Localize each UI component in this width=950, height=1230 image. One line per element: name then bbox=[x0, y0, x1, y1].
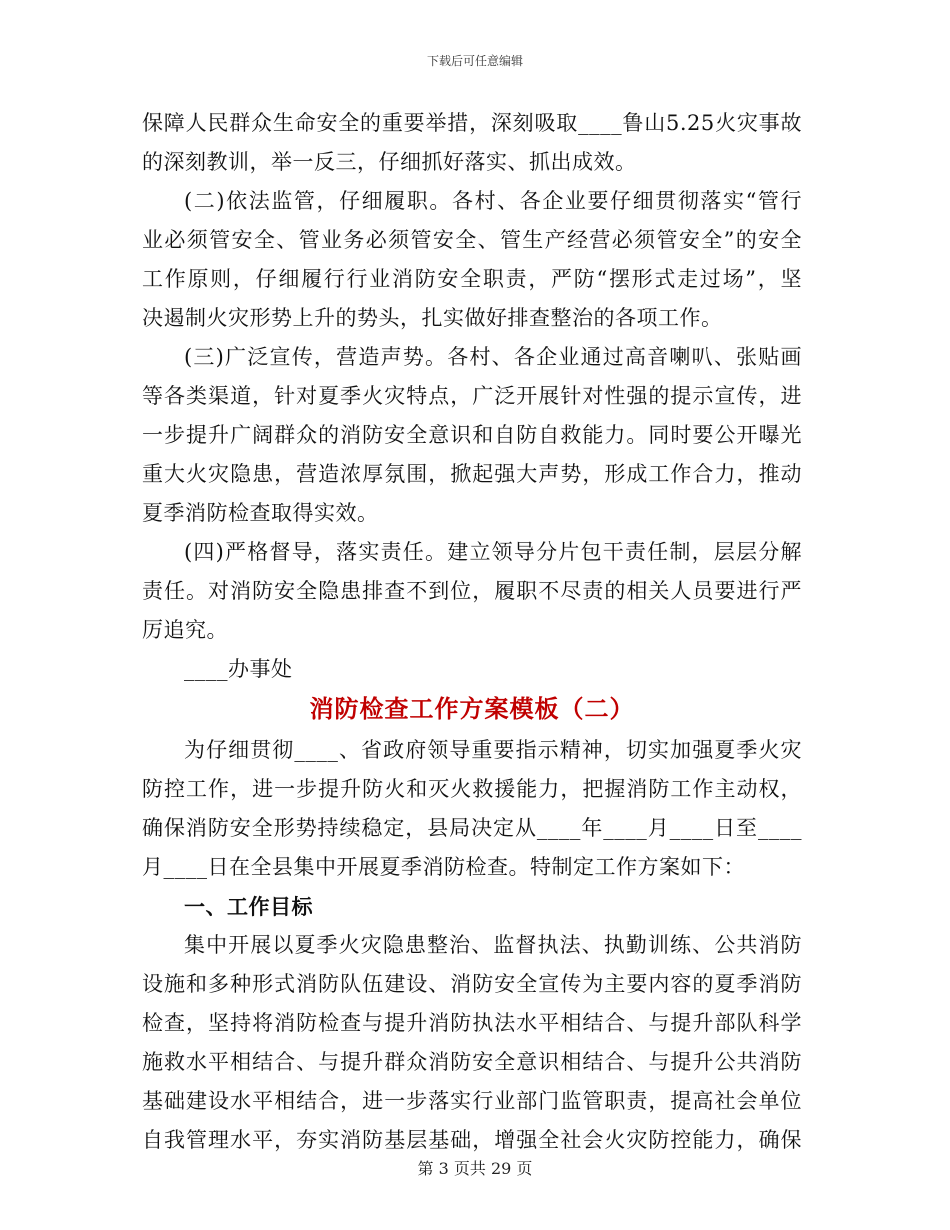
text-line: (四)严格督导，落实责任。建立领导分片包干责任制，层层分解 bbox=[184, 540, 802, 564]
text-line: (二)依法监管，仔细履职。各村、各企业要仔细贯彻落实“管行 bbox=[184, 189, 802, 213]
subheading: 一、工作目标 bbox=[184, 894, 313, 919]
text-line: 一步提升广阔群众的消防安全意识和自防自救能力。同时要公开曝光 bbox=[142, 423, 802, 447]
text-line: 工作原则，仔细履行行业消防安全职责，严防“摆形式走过场”，坚 bbox=[142, 267, 802, 291]
signature-line: ____办事处 bbox=[184, 657, 293, 681]
text-line: 的深刻教训，举一反三，仔细抓好落实、抓出成效。 bbox=[142, 150, 637, 174]
text-line: 责任。对消防安全隐患排查不到位，履职不尽责的相关人员要进行严 bbox=[142, 579, 802, 603]
page-header: 下载后可任意编辑 bbox=[426, 54, 523, 68]
text-line: 厉追究。 bbox=[142, 618, 228, 642]
document-body bbox=[142, 104, 802, 1160]
text-line: 基础建设水平相结合，进一步落实行业部门监管职责，提高社会单位 bbox=[142, 1089, 802, 1113]
page-footer: 第 3 页共 29 页 bbox=[417, 1159, 533, 1178]
text-line: 重大火灾隐患，营造浓厚氛围，掀起强大声势，形成工作合力，推动 bbox=[142, 462, 802, 486]
text-line: 设施和多种形式消防队伍建设、消防安全宣传为主要内容的夏季消防 bbox=[142, 972, 802, 996]
text-line: 集中开展以夏季火灾隐患整治、监督执法、执勤训练、公共消防 bbox=[184, 933, 802, 957]
text-line: 施救水平相结合、与提升群众消防安全意识相结合、与提升公共消防 bbox=[142, 1050, 802, 1074]
text-line: 防控工作，进一步提升防火和灭火救援能力，把握消防工作主动权， bbox=[142, 777, 802, 801]
text-line: 为仔细贯彻____、省政府领导重要指示精神，切实加强夏季火灾 bbox=[184, 738, 802, 762]
section-title: 消防检查工作方案模板（二） bbox=[309, 694, 635, 723]
text-line: 夏季消防检查取得实效。 bbox=[142, 501, 379, 525]
text-line: 决遏制火灾形势上升的势头，扎实做好排查整治的各项工作。 bbox=[142, 306, 723, 330]
text-line: 确保消防安全形势持续稳定，县局决定从____年____月____日至____ bbox=[142, 816, 802, 840]
text-line: 等各类渠道，针对夏季火灾特点，广泛开展针对性强的提示宣传，进 bbox=[142, 384, 802, 408]
text-line: 自我管理水平，夯实消防基层基础，增强全社会火灾防控能力，确保 bbox=[142, 1128, 802, 1152]
text-line: (三)广泛宣传，营造声势。各村、各企业通过高音喇叭、张贴画 bbox=[184, 345, 802, 369]
text-line: 月____日在全县集中开展夏季消防检查。特制定工作方案如下： bbox=[142, 855, 745, 879]
text-line: 检查，坚持将消防检查与提升消防执法水平相结合、与提升部队科学 bbox=[142, 1011, 802, 1035]
text-line: 保障人民群众生命安全的重要举措，深刻吸取____鲁山5.25火灾事故 bbox=[142, 111, 802, 135]
text-line: 业必须管安全、管业务必须管安全、管生产经营必须管安全”的安全 bbox=[142, 228, 802, 252]
